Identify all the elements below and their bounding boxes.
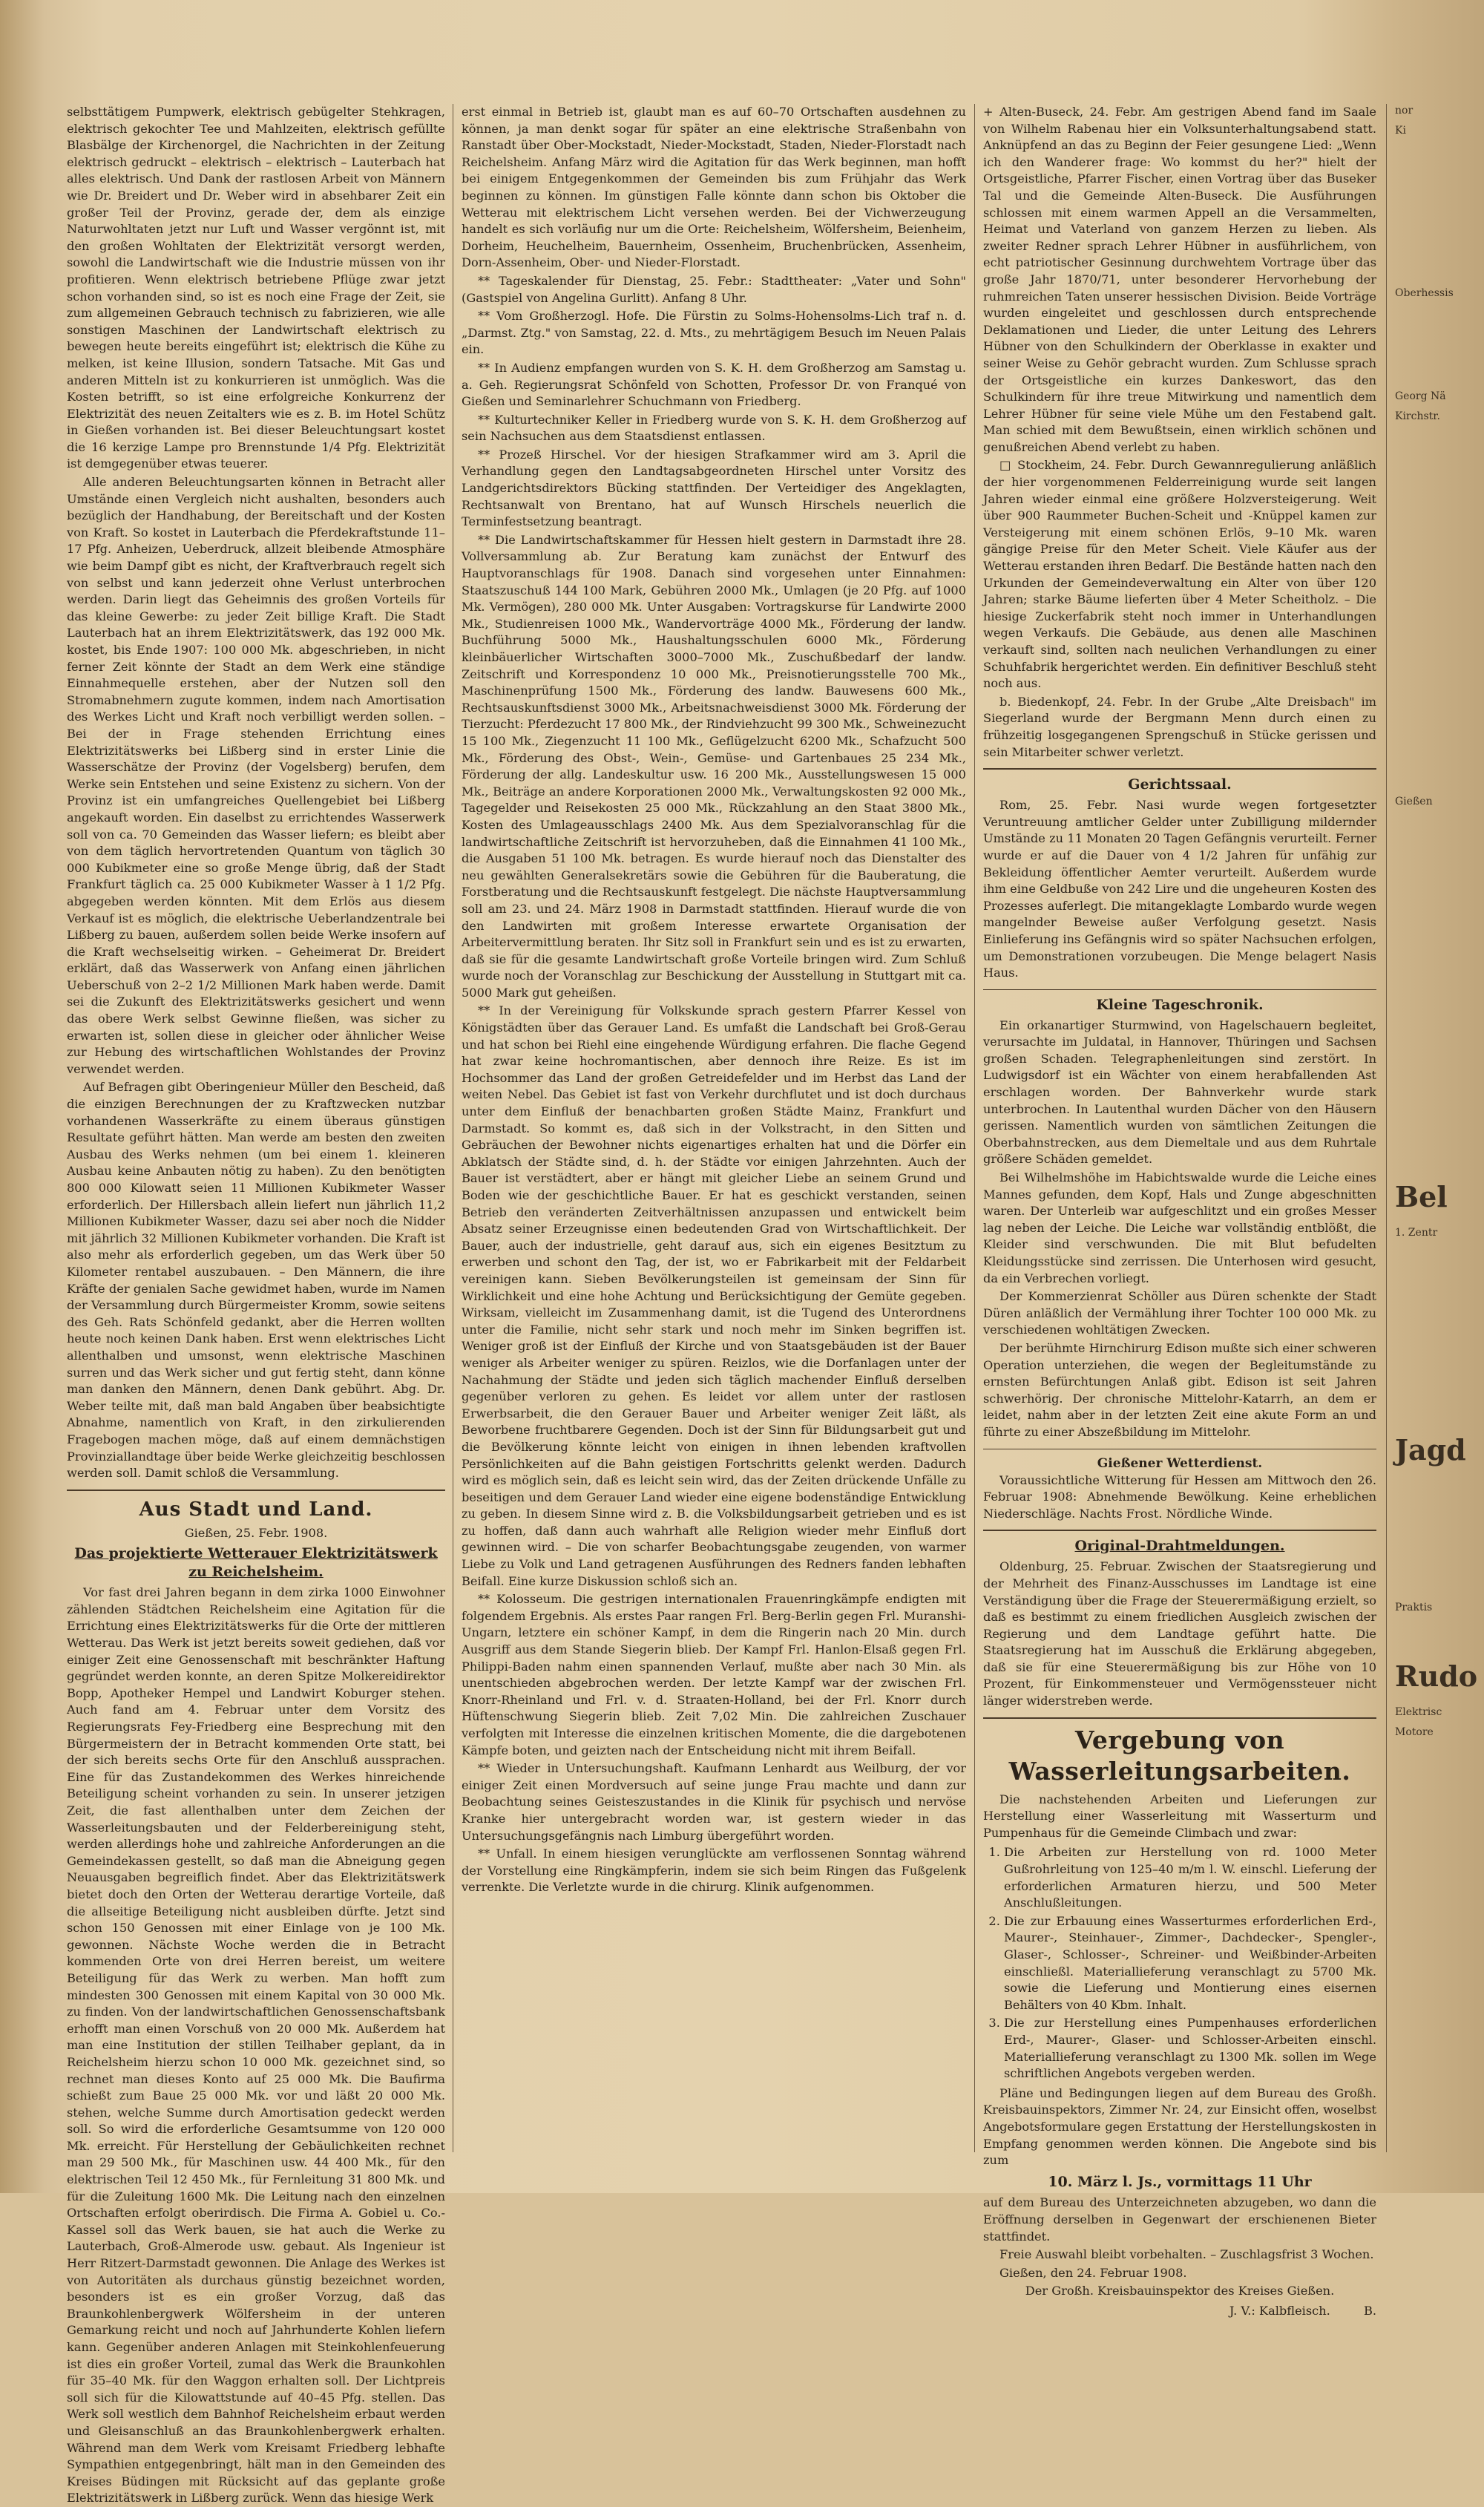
paragraph: Der berühmte Hirnchirurg Edison mußte sich einer schweren Operation unterziehen, die wegen der Begleitumstände zu ernsten Befürchtungen Anlaß gibt. Edison ist seit Jahren schwerhörig. Der chronische Mittelohr-Katarrh, an dem er leidet, nahm aber in der letzten Zeit eine akute Form an und führte zu einer Abszeßbildung im Mittelohr. [983,1340,1376,1439]
column-rule-2 [974,104,975,2152]
paragraph: Voraussichtliche Witterung für Hessen am Mittwoch den 26. Februar 1908: Abnehmende Bewölkung. Keine erheblichen Niederschläge. Nachts Frost. Nördliche Winde. [983,1472,1376,1521]
strip-fragment: Jagd [1395,1433,1466,1466]
advertisement-code: B. [1363,2303,1376,2318]
strip-fragment: Praktis [1395,1602,1433,1613]
paragraph: selbsttätigem Pumpwerk, elektrisch gebügelter Stehkragen, elektrisch gekochter Tee und Mahlzeiten, elektrisch gefüllte Blasbälge der Kirchenorgel, die Nachrichten in der Zeitung elektrisch gedruckt – elektrisch – elektrisch – Lauterbach hat alles elektrisch. Und Dank der rastlosen Arbeit von Männern wie Dr. Breidert und Dr. Weber wird in absehbarer Zeit ein großer Teil der Provinz, gerade der, dem als einzige Naturwohltaten jetzt nur Luft und Wasser vergönnt ist, mit den großen Wohltaten der Elektrizität versorgt werden, sowohl die Landwirtschaft wie die Industrie müssen von ihr profitieren. Wenn elektrisch betriebene Pflüge zwar jetzt schon vorhanden sind, so ist es noch eine Frage der Zeit, sie zum allgemeinen Gebrauch technisch zu fabrizieren, wie alle sonstigen Maschinen der Landwirtschaft elektrisch zu bewegen heute bereits eingeführt ist; elektrisch die Kühe zu melken, ist keine Illusion, sondern Tatsache. Mit Gas und anderen Mitteln ist zu konkurrieren ist unmöglich. Was die Kosten betrifft, so ist eine erfolgreiche Konkurrenz der Elektrizität des neuen Zeitalters wie es z. B. im Hotel Schütz in Gießen vorhanden ist. Bei dieser Beleuchtungsart kostet die 16 kerzige Lampe pro Brennstunde 1/4 Pfg. Elektrizität ist demgegenüber etwas teuerer. [67,105,445,471]
paragraph: ** Unfall. In einem hiesigen verunglückte am verflossenen Sonntag während der Vorstellung eine Ringkämpferin, indem sie sich beim Ringen das Fußgelenk verrenkte. Die Verletzte wurde in die chirurg. Klinik aufgenommen. [462,1846,966,1895]
paragraph: ** In Audienz empfangen wurden von S. K. H. dem Großherzog am Samstag u. a. Geh. Regierungsrat Schönfeld von Schotten, Professor Dr. von Franqué von Gießen und Seminarlehrer Schuchmann von Friedberg. [462,360,966,409]
column-middle [462,104,966,2152]
advertisement-signer: J. V.: Kalbfleisch. [1229,2303,1330,2318]
paragraph: Vor fast drei Jahren begann in dem zirka 1000 Einwohner zählenden Städtchen Reichelsheim eine Agitation für die Errichtung eines Elektrizitätswerks für die Orte der mittleren Wetterau. Das Werk ist jetzt bereits soweit gediehen, daß vor einiger Zeit eine Genossenschaft mit beschränkter Haftung gegründet werden konnte, an deren Spitze Molkereidirektor Bopp, Apotheker Hempel und Landwirt Koburger stehen. Auch fand am 4. Februar unter dem Vorsitz des Regierungsrats Fey-Friedberg eine Besprechung mit den Bürgermeistern der in Betracht kommenden Orte statt, bei der sich bereits sechs Orte für den Anschluß aussprachen. Eine für das Zustandekommen des Werkes hinreichende Beteiligung scheint vorhanden zu sein. In unserer jetzigen Zeit, die fast allenthalben unter dem Zeichen der Wasserleitungsbauten und der Felderbereinigung steht, werden allerdings hohe und zahlreiche Anforderungen an die Gemeindekassen gestellt, so daß man die Abneigung gegen Neuausgaben begreiflich findet. Aber das Elektrizitätswerk bietet doch den Orten der Wetterau derartige Vorteile, daß die allseitige Beteiligung nicht ausbleiben dürfte. Jetzt sind schon 150 Genossen mit einer Einlage von je 100 Mk. gewonnen. Nächste Woche werden die in Betracht kommenden Orte von drei Herren bereist, um weitere Beteiligung für das Werk zu werben. Man hofft zum mindesten 300 Genossen mit einem Kapital von 30 000 Mk. zu finden. Von der landwirtschaftlichen Genossenschaftsbank erhofft man einen Vorschuß von 20 000 Mk. Außerdem hat man eine Institution der stillen Teilhaber geplant, da in Reichelsheim hierzu schon 10 000 Mk. gezeichnet sind, so rechnet man dieses Konto auf 25 000 Mk. Die Baufirma schießt zum Baue 25 000 Mk. vor und läßt 20 000 Mk. stehen, welche Summe durch Amortisation gedeckt werden soll. So wird die erforderliche Gesamtsumme von 120 000 Mk. erreicht. Für Herstellung der Gebäulichkeiten rechnet man 29 500 Mk., für Maschinen usw. 44 400 Mk., für den elektrischen Teil 12 450 Mk., für Fernleitung 31 800 Mk. und für die Zuleitung 1600 Mk. Die Leitung nach den einzelnen Ortschaften erfolgt oberirdisch. Die Firma A. Gobiel u. Co.-Kassel soll das Werk bauen, sie hat auch die Werke zu Lauterbach, Groß-Almerode usw. gebaut. Als Ingenieur ist Herr Ritzert-Darmstadt gewonnen. Die Anlage des Werkes ist von Autoritäten als durchaus günstig bezeichnet worden, besonders ist es ein großer Vorzug, daß das Braunkohlenbergwerk Wölfersheim in der unteren Gemarkung reicht und noch auf Jahrhunderte Kohlen liefern kann. Gegenüber anderen Anlagen mit Steinkohlenfeuerung ist dies ein großer Vorteil, zumal das Werk die Braunkohlen für 35–40 Mk. für den Waggon erhalten soll. Der Lichtpreis soll sich für die Kilowattstunde auf 40–45 Pfg. stellen. Das Werk soll westlich dem Bahnhof Reichelsheim erbaut werden und Gleisanschluß an das Braunkohlenbergwerk erhalten. Während man dem Werk vom Kreisamt Friedberg lebhafte Sympathien entgegenbringt, hält man in den Gemeinden des Kreises Büdingen mit Rücksicht auf das geplante große Elektrizitätswerk in Lißberg zurück. Wenn das hiesige Werk [67,1585,445,2506]
section-divider [983,1530,1376,1531]
section-title: Aus Stadt und Land. [139,1498,373,1521]
advertisement-intro: Die nachstehenden Arbeiten und Lieferungen zur Herstellung einer Wasserleitung mit Wasserturm und Pumpenhaus für die Gemeinde Climbach und zwar: [983,1792,1376,1840]
dateline: Gießen, 25. Febr. 1908. [184,1525,328,1540]
advertisement-box [983,1725,1376,2320]
weather-section-title: Gießener Wetterdienst. [1097,1455,1263,1471]
paragraph: ** Prozeß Hirschel. Vor der hiesigen Strafkammer wird am 3. April die Verhandlung gegen den Landtagsabgeordneten Hirschel unter Vorsitz des Landgerichtsdirektors Bücking stattfinden. Der Verteidiger des Angeklagten, Rechtsanwalt von Brentano, hat auf Wunsch Hirschels neuerlich die Terminfestsetzung beantragt. [462,447,966,529]
strip-fragment: Ki [1395,125,1406,137]
strip-fragment: 1. Zentr [1395,1227,1438,1239]
strip-fragment: Motore [1395,1726,1434,1738]
paragraph: Rom, 25. Febr. Nasi wurde wegen fortgesetzter Veruntreuung amtlicher Gelder unter Zubilligung mildernder Umstände zu 11 Monaten 20 Tagen Gefängnis verurteilt. Ferner wurde er auf die Dauer von 4 1/2 Jahren für unfähig zur Bekleidung öffentlicher Aemter verurteilt. Außerdem wurde ihm eine Geldbuße von 242 Lire und die ungeheuren Kosten des Prozesses auferlegt. Die mitangeklagte Lombardo wurde wegen mangelnder Beweise außer Verfolgung gesetzt. Nasis Einlieferung ins Gefängnis wird so später Nachsuchen erfolgen, um Demonstrationen vorzubeugen. Die Menge belagert Nasis Haus. [983,798,1376,980]
advertisement-authority: Der Großh. Kreisbauinspektor des Kreises Gießen. [1025,2284,1335,2298]
list-item: 1. Die Arbeiten zur Herstellung von rd. 1000 Meter Gußrohrleitung von 125–40 m/m l. W. einschl. Lieferung der erforderlichen Armaturen hierzu, und 500 Meter Anschlußleitungen. [1004,1844,1376,1911]
advertisement-award: Freie Auswahl bleibt vorbehalten. – Zuschlagsfrist 3 Wochen. [999,2247,1374,2262]
column-left [67,104,445,2506]
strip-fragment: Elektrisc [1395,1706,1442,1718]
section-divider [983,768,1376,770]
advertisement-signature [983,2303,1376,2320]
paragraph: Auf Befragen gibt Oberingenieur Müller den Bescheid, daß die einzigen Berechnungen der zu Kraftzwecken nutzbar vorhandenen Wasserkräfte zu einem überaus günstigen Resultate geführt hätten. Man werde am besten den zweiten Ausbau des Werks nehmen (um bei einem 1. kleineren Ausbau keine Anbauten nötig zu haben). Zu den benötigten 800 000 Kilowatt seien 11 Millionen Kubikmeter Wasser erforderlich. Der Hillersbach allein liefert nun jährlich 11,2 Millionen Kubikmeter Wasser, dazu sei aber noch die Nidder mit jährlich 32 Millionen Kubikmeter vorhanden. Die Kraft ist also mehr als erforderlich gegeben, um das Werk über 50 Kilometer rentabel auszubauen. – Den Männern, die ihre Kräfte der genialen Sache gewidmet haben, wurde im Namen der Versammlung durch Bürgermeister Kromm, sowie seitens des Geh. Rats Schönfeld gedankt, aber die Herren wollten heute noch keinen Dank haben. Erst wenn elektrisches Licht allenthalben und umsonst, wenn elektrische Maschinen surren und das Werk sicher und gut fertig steht, dann könne man danken den Männern, denen Dank gebührt. Abg. Dr. Weber teilte mit, daß man bald Angaben über beabsichtigte Abnahme, namentlich von Kraft, in den zirkulierenden Fragebogen machen möge, daß auf einem demnächstigen Provinziallandtage über beide Werke gleichzeitig beschlossen werden soll. Damit schloß die Versammlung. [67,1080,445,1481]
advertisement-title: Vergebung von Wasserleitungsarbeiten. [1008,1725,1351,1786]
court-section-title: Gerichtssaal. [1128,776,1232,793]
paragraph: Bei Wilhelmshöhe im Habichtswalde wurde die Leiche eines Mannes gefunden, dem Kopf, Hals und Zunge abgeschnitten waren. Der Unterleib war aufgeschlitzt und ein großes Messer lag neben der Leiche. Die Leiche war vollständig entblößt, die Kleider sind verschwunden. Die mit Blut befudelten Kleidungsstücke sind zerrissen. Die Unterhosen wird gesucht, da ein Verbrechen vorliegt. [983,1170,1376,1285]
paragraph: ** Die Landwirtschaftskammer für Hessen hielt gestern in Darmstadt ihre 28. Vollversammlung ab. Zur Beratung kam zunächst der Entwurf des Hauptvoranschlags für 1908. Danach sind vorgesehen unter Einnahmen: Staatszuschuß 144 100 Mark, Gebühren 2000 Mk., Umlagen (je 20 Pfg. auf 1000 Mk. Vermögen), 280 000 Mk. Unter Ausgaben: Vortragskurse für Landwirte 2000 Mk., Studienreisen 1000 Mk., Wandervorträge 4000 Mk., Förderung der landw. Buchführung 5000 Mk., Haushaltungsschulen 6000 Mk., Förderung kleinbäuerlicher Wirtschaften 3000–7000 Mk., Zuschußbedarf der landw. Zeitschrift und Korrespondenz 10 000 Mk., Preisnotierungsstelle 700 Mk., Maschinenprüfung 1500 Mk., Förderung des landw. Bauwesens 600 Mk., Rechtsauskunftsdienst 3000 Mk., Arbeitsnachweisdienst 3000 Mk. Förderung der Tierzucht: Pferdezucht 17 800 Mk., der Rindviehzucht 99 300 Mk., Schweinezucht 15 100 Mk., Ziegenzucht 11 100 Mk., Geflügelzucht 6200 Mk., Schafzucht 500 Mk., Förderung des Obst-, Wein-, Gemüse- und Gartenbaues 25 234 Mk., Förderung der allg. Landeskultur usw. 16 200 Mk., Ausstellungswesen 15 000 Mk., Beiträge an andere Korporationen 2000 Mk., Verwaltungskosten 92 000 Mk., Tagegelder und Reisekosten 25 000 Mk., Rückzahlung an den Staat 3800 Mk., Kosten des Umlageausschlags 2400 Mk. Aus dem Spezialvoranschlag für die landwirtschaftliche Zeitschrift ist hervorzuheben, daß die Einnahmen 41 100 Mk., die Ausgaben 51 100 Mk. betragen. Es wurde hierauf noch das Dienstalter des neu gewählten Generalsekretärs sowie die Gebühren für die Bauberatung, die Forstberatung und die Rechtsauskunft festgelegt. Die nächste Hauptversammlung soll am 23. und 24. März 1908 in Darmstadt stattfinden. Hierauf wurde die von den Landwirten mit großem Interesse erwartete Organisation der Arbeitervermittlung beraten. Ihr Sitz soll in Frankfurt sein und es ist zu erwarten, daß sie für die gesamte Landwirtschaft große Vorteile bringen wird. Zum Schluß wurde noch der Voranschlag zur Beschickung der Ausstellung in Stuttgart mit ca. 5000 Mark gut geheißen. [462,532,966,1000]
strip-fragment: Kirchstr. [1395,410,1440,422]
paragraph: b. Biedenkopf, 24. Febr. In der Grube „Alte Dreisbach" im Siegerland wurde der Bergmann Menn durch einen zu frühzeitig losgegangenen Sprengschuß in Stücke gerissen und sein Mitarbeiter schwer verletzt. [983,694,1376,759]
advertisement-after-deadline: auf dem Bureau des Unterzeichneten abzugeben, wo dann die Eröffnung derselben in Gegenwart der erschienenen Bieter stattfindet. [983,2195,1376,2244]
strip-fragment: nor [1395,105,1414,117]
paragraph: Oldenburg, 25. Februar. Zwischen der Staatsregierung und der Mehrheit des Finanz-Ausschusses im Landtage ist eine Verständigung über die Frage der Steuerermäßigung erzielt, so daß es bestimmt zu einem friedlichen Ausgleich zwischen der Regierung und dem Landtage geführt hatte. Die Staatsregierung hat im Ausschuß die Erklärung abgegeben, daß sie für eine Steuerermäßigung bis zur Höhe von 10 Prozent, für Einkommensteuer und Vermögenssteuer nicht länger widerstreben werde. [983,1559,1376,1708]
strip-fragment: Oberhessis [1395,287,1454,299]
advertisement-item-list [983,1844,1376,2082]
paragraph: □ Stockheim, 24. Febr. Durch Gewannregulierung anläßlich der hier vorgenommenen Felderreinigung wurde seit langen Jahren wieder einmal eine größere Holzversteigerung. Weit über 900 Raummeter Buchen-Scheit und -Knüppel kamen zur Versteigerung mit einem schönen Erlös, 9–10 Mk. waren gängige Preise für den Meter Scheit. Viele Käufer aus der Wetterau erstanden ihren Bedarf. Die Bestände hatten nach den Urkunden der Gemeindeverwaltung ein Alter von über 120 Jahren; starke Bäume lieferten über 4 Meter Scheitholz. – Die hiesige Zuckerfabrik steht noch immer in Unterhandlungen wegen Verkaufs. Die Gebäude, aus denen alle Maschinen verkauft sind, sollten nach neulichen Verhandlungen zu einer Schuhfabrik hergerichtet werden. Ein definitiver Beschluß steht noch aus. [983,458,1376,691]
advertisement-deadline: 10. März l. Js., vormittags 11 Uhr [1048,2173,1312,2190]
list-item: 3. Die zur Herstellung eines Pumpenhauses erforderlichen Erd-, Maurer-, Glaser- und Schlosser-Arbeiten einschl. Materiallieferung veranschlagt zu 1300 Mk. sollen im Wege schriftlichen Angebots vergeben werden. [1004,2015,1376,2082]
column-right [983,104,1376,2318]
advertisement-divider [983,1717,1376,1719]
chronicle-section-title: Kleine Tageschronik. [1096,996,1264,1013]
strip-fragment: Bel [1395,1180,1448,1213]
paragraph: Der Kommerzienrat Schöller aus Düren schenkte der Stadt Düren anläßlich der Vermählung ihrer Tochter 100 000 Mk. zu verschiedenen wohltätigen Zwecken. [983,1289,1376,1337]
paragraph: ** Vom Großherzogl. Hofe. Die Fürstin zu Solms-Hohensolms-Lich traf n. d. „Darmst. Ztg." von Samstag, 22. d. Mts., zu mehrtägigem Besuch im Neuen Palais ein. [462,309,966,357]
paragraph: + Alten-Buseck, 24. Febr. Am gestrigen Abend fand im Saale von Wilhelm Rabenau hier ein Volksunterhaltungsabend statt. Anknüpfend an das zu Beginn der Feier gesungene Lied: „Wenn ich den Wanderer frage: Wo kommst du her?" hielt der Ortsgeistliche, Pfarrer Fischer, einen Vortrag über das Buseker Tal und die Gemeinde Alten-Buseck. Die Ausführungen schlossen mit einem warmen Appell an die Versammelten, Heimat und Vaterland von ganzem Herzen zu lieben. Als zweiter Redner sprach Lehrer Hübner in ausführlichem, von echt patriotischer Gesinnung durchwehtem Vortrage über das große Jahr 1870/71, unter besonderer Hervorhebung der ruhmreichen Taten unserer hessischen Division. Beide Vorträge wurden eingeleitet und geschlossen durch entsprechende Deklamationen und Lieder, die unter Leitung des Lehrers Hübner von den Schulkindern der Oberklasse in exakter und seiner Weise zu Gehör gebracht wurden. Zum Schlusse sprach der Ortsgeistliche ein kurzes Dankeswort, das den Schulkindern für ihre treue Mitwirkung und namentlich dem Lehrer Hübner für seine viele Mühe um den Festabend galt. Man schied mit dem Bewußtsein, einen wirklich schönen und genußreichen Abend verlebt zu haben. [983,105,1376,454]
section-divider [983,989,1376,990]
adjacent-page-strip [1395,104,1477,2152]
advertisement-place-date: Gießen, den 24. Februar 1908. [999,2265,1187,2280]
paragraph: erst einmal in Betrieb ist, glaubt man es auf 60–70 Ortschaften ausdehnen zu können, ja man denkt sogar für später an eine elektrische Straßenbahn von Ranstadt über Ober-Mockstadt, Nieder-Mockstadt, Staden, Nieder-Florstadt nach Reichelsheim. Anfang März wird die Agitation für das Werk beginnen, man hofft bei einigem Entgegenkommen der Gemeinden bis zum Frühjahr das Werk beginnen zu können. Im günstigen Falle könnte dann schon bis Oktober die Wetterau mit elektrischem Licht versehen werden. Bei der Vichwerzeugung handelt es sich vorläufig nur um die Orte: Reichelsheim, Wölfersheim, Beienheim, Dorheim, Heuchelheim, Bauernheim, Ossenheim, Bruchenbrücken, Assenheim, Dorn-Assenheim, Ober- und Nieder-Florstadt. [462,105,966,270]
advertisement-body: Pläne und Bedingungen liegen auf dem Bureau des Großh. Kreisbauinspektors, Zimmer Nr. 24, zur Einsicht offen, woselbst Angebotsformulare gegen Erstattung der Herstellungskosten in Empfang genommen werden können. Die Angebote sind bis zum [983,2085,1376,2168]
strip-fragment: Gießen [1395,796,1433,807]
paragraph: ** In der Vereinigung für Volkskunde sprach gestern Pfarrer Kessel von Königstädten über das Gerauer Land. Es umfaßt die Landschaft bei Groß-Gerau und hat schon bei Riehl eine eingehende Würdigung erfahren. Die flache Gegend hat zwar keine hochromantischen, aber dennoch ihre Reize. Es ist im Hochsommer das Land der großen Getreidefelder und im Herbst das Land der weiten Nebel. Das Gebiet ist fast von Verkehr durchflutet und ist doch durchaus unter dem Einfluß der benachbarten großen Städte Mainz, Frankfurt und Darmstadt. So kommt es, daß sich in der Volkstracht, in den Sitten und Gebräuchen der Bewohner nichts eigenartiges erhalten hat und die Dörfer ein Abklatsch der Städte sind, d. h. der Städte vor einigen Jahrzehnten. Auch der Bauer ist verstädtert, aber er hängt mit gleicher Liebe an seinem Grund und Boden wie der geschichtliche Bauer. Er hat es geschickt verstanden, seinen Betrieb den veränderten Zeitverhältnissen anzupassen und entwickelt beim Absatz seiner Erzeugnisse einen bedeutenden Grad von Wirtschaftlichkeit. Der Bauer, auch der industrielle, geht darauf aus, sich ein eigenes Besitztum zu erwerben und schont den Tag, der ist, wo er Fabrikarbeit mit der Feldarbeit vereinigen kann. Sieben Bevölkerungsteilen ist gemeinsam der Sinn für Wirklichkeit und eine hohe Achtung und Berücksichtigung der Gemüte gegeben. Wirksam, vielleicht im Zusammenhang damit, ist die Tugend des Unterordnens unter die Familie, nicht sehr stark und noch mehr im Sinken begriffen ist. Weniger groß ist der Einfluß der Kirche und von Staatsgebäuden ist der Bauer weniger als Arbeiter weniger zu spüren. Reizlos, wie die Dorfanlagen unter der Nachahmung der Städte und jeden sich täglich machender Einfluß derselben gegenüber verloren zu gehen. Es leidet vor allem unter der rastlosen Erwerbsarbeit, die den Gerauer Bauer und Arbeiter weniger Zeit läßt, als Beworbene fruchtbarere Gegenden. Doch ist der Sinn für Bildungsarbeit gut und die Bevölkerung könnte leicht von einigen in ihnen lebenden kraftvollen Persönlichkeiten auf die Bahn geistigen Fortschritts gelenkt werden. Dadurch wird es möglich sein, daß es leicht sein wird, das der Zeiten drückende Unfälle zu beseitigen und dem Gerauer Land wieder eine eigene bodenständige Entwicklung zu geben. In diesem Sinne wird z. B. die Volksbildungsarbeit getrieben und es ist zu hoffen, daß dann auch wahrhaft alle Religion wieder mehr Einfluß dort gewinnen wird. – Die von scharfer Beobachtungsgabe zeugenden, von warmer Liebe zu Volk und Land getragenen Ausführungen des Redners fanden lebhaften Beifall. Eine kurze Diskussion schloß sich an. [462,1003,966,1588]
paragraph: Ein orkanartiger Sturmwind, von Hagelschauern begleitet, verursachte im Juldatal, in Hannover, Thüringen und Sachsen großen Schaden. Telegraphenleitungen sind zerstört. In Ludwigsdorf ist ein Wächter von einem herabfallenden Ast erschlagen worden. Der Bahnverkehr wurde stark unterbrochen. In Lautenthal wurden Dächer von den Häusern gerissen. Namentlich wurden von sämtlichen Zeitungen die Oberbahnstrecken, aus dem Diemeltale und aus dem Ruhrtale größere Schäden gemeldet. [983,1017,1376,1167]
strip-fragment: Georg Nä [1395,390,1446,402]
column-rule-3 [1386,104,1387,2152]
paragraph: Alle anderen Beleuchtungsarten können in Betracht aller Umstände einen Vergleich nicht aushalten, besonders auch bezüglich der Handhabung, der Bereitschaft und der Kosten von Kraft. So kostet in Lauterbach die Pferdekraftstunde 11–17 Pfg. Anheizen, Ueberdruck, allzeit bleibende Atmosphäre wie beim Dampf gibt es nicht, der Kraftverbrauch regelt sich von selbst und kann jederzeit ohne Verlust unterbrochen werden. Darin liegt das Geheimnis des großen Vorteils für das kleine Gewerbe: zu jeder Zeit billige Kraft. Die Stadt Lauterbach hat an ihrem Elektrizitätswerk, das 192 000 Mk. kostet, bis Ende 1907: 100 000 Mk. abgeschrieben, in nicht ferner Zeit könnte der Stadt an dem Werk eine ständige Einnahmequelle erstehen, aber der Nutzen soll den Stromabnehmern zugute kommen, indem nach Amortisation des Werkes Licht und Kraft noch verbilligt werden sollen. – Bei der in Frage stehenden Errichtung eines Elektrizitätswerks bei Lißberg sind in erster Linie die Wasserschätze der Provinz (der Vogelsberg) berufen, dem Werke sein Entstehen und seine Existenz zu sichern. Von der Provinz ist ein umfangreiches Quellengebiet bei Lißberg angekauft worden. Ein daselbst zu errichtendes Wasserwerk soll von ca. 70 Gemeinden das Wasser liefern; es bleibt aber von dem täglich hervortretenden Quantum von täglich 30 000 Kubikmeter eine so große Menge übrig, daß der Stadt Frankfurt täglich ca. 25 000 Kubikmeter Wasser à 1 1/2 Pfg. abgegeben werden könnten. Mit dem Erlös aus diesem Verkauf ist es möglich, die elektrische Ueberlandzentrale bei Lißberg zu bauen, außerdem sollen beide Werke insofern auf die Kraft wechselseitig wirken. – Geheimerat Dr. Breidert erklärt, daß das Wasserwerk von Anfang einen jährlichen Ueberschuß von 2–2 1/2 Millionen Mark haben werde. Damit sei die Zukunft des Elektrizitätswerks gesichert und wenn das obere Werk selbst Gewinne fließen, was sicher zu erwarten ist, sollen diese in gleicher oder ähnlicher Weise zur Hebung des wirtschaftlichen Wohlstandes der Provinz verwendet werden. [67,475,445,1076]
paragraph: ** Tageskalender für Dienstag, 25. Febr.: Stadttheater: „Vater und Sohn" (Gastspiel von Angelina Gurlitt). Anfang 8 Uhr. [462,273,966,305]
section-divider [67,1490,445,1491]
strip-fragment: Rudo [1395,1659,1478,1693]
article-title: Das projektierte Wetterauer Elektrizitätswerk zu Reichelsheim. [74,1545,438,1581]
paragraph: ** Kulturtechniker Keller in Friedberg wurde von S. K. H. dem Großherzog auf sein Nachsuchen aus dem Staatsdienst entlassen. [462,412,966,444]
paragraph: ** Wieder in Untersuchungshaft. Kaufmann Lenhardt aus Weilburg, der vor einiger Zeit einen Mordversuch auf seine junge Frau machte und dann zur Beobachtung seines Geisteszustandes in die Klinik für psychisch und nervöse Kranke hier untergebracht worden war, ist gestern wieder in das Untersuchungsgefängnis nach Limburg übergeführt worden. [462,1761,966,1843]
wire-section-title: Original-Drahtmeldungen. [1074,1538,1285,1555]
paragraph: ** Kolosseum. Die gestrigen internationalen Frauenringkämpfe endigten mit folgendem Ergebnis. Als erstes Paar rangen Frl. Berg-Berlin gegen Frl. Muranshi-Ungarn, letztere ein schöner Kampf, in dem die Ringerin nach 20 Min. durch Ausgriff aus dem Stande Siegerin blieb. Der Kampf Frl. Hanlon-Elsaß gegen Frl. Philippi-Baden nahm einen spannenden Verlauf, mußte aber nach 30 Min. als unentschieden abgebrochen werden. Der letzte Kampf war der zwischen Frl. Knorr-Rheinland und Frl. v. d. Straaten-Holland, bei der Frl. Knorr durch Hüftenschwung Siegerin blieb. Zeit 7,02 Min. Die zahlreichen Zuschauer verfolgten mit Interesse die einzelnen kritischen Momente, die die dargebotenen Kämpfe boten, und geizten nach der Entscheidung nicht mit ihrem Beifall. [462,1592,966,1757]
list-item: 2. Die zur Erbauung eines Wasserturmes erforderlichen Erd-, Maurer-, Steinhauer-, Zimmer-, Dachdecker-, Spengler-, Glaser-, Schlosser-, Schreiner- und Weißbinder-Arbeiten einschließl. Materiallieferung veranschlagt zu 5700 Mk. sowie die Lieferung und Montierung eines eisernen Behälters von 40 Kbm. Inhalt. [1004,1913,1376,2014]
